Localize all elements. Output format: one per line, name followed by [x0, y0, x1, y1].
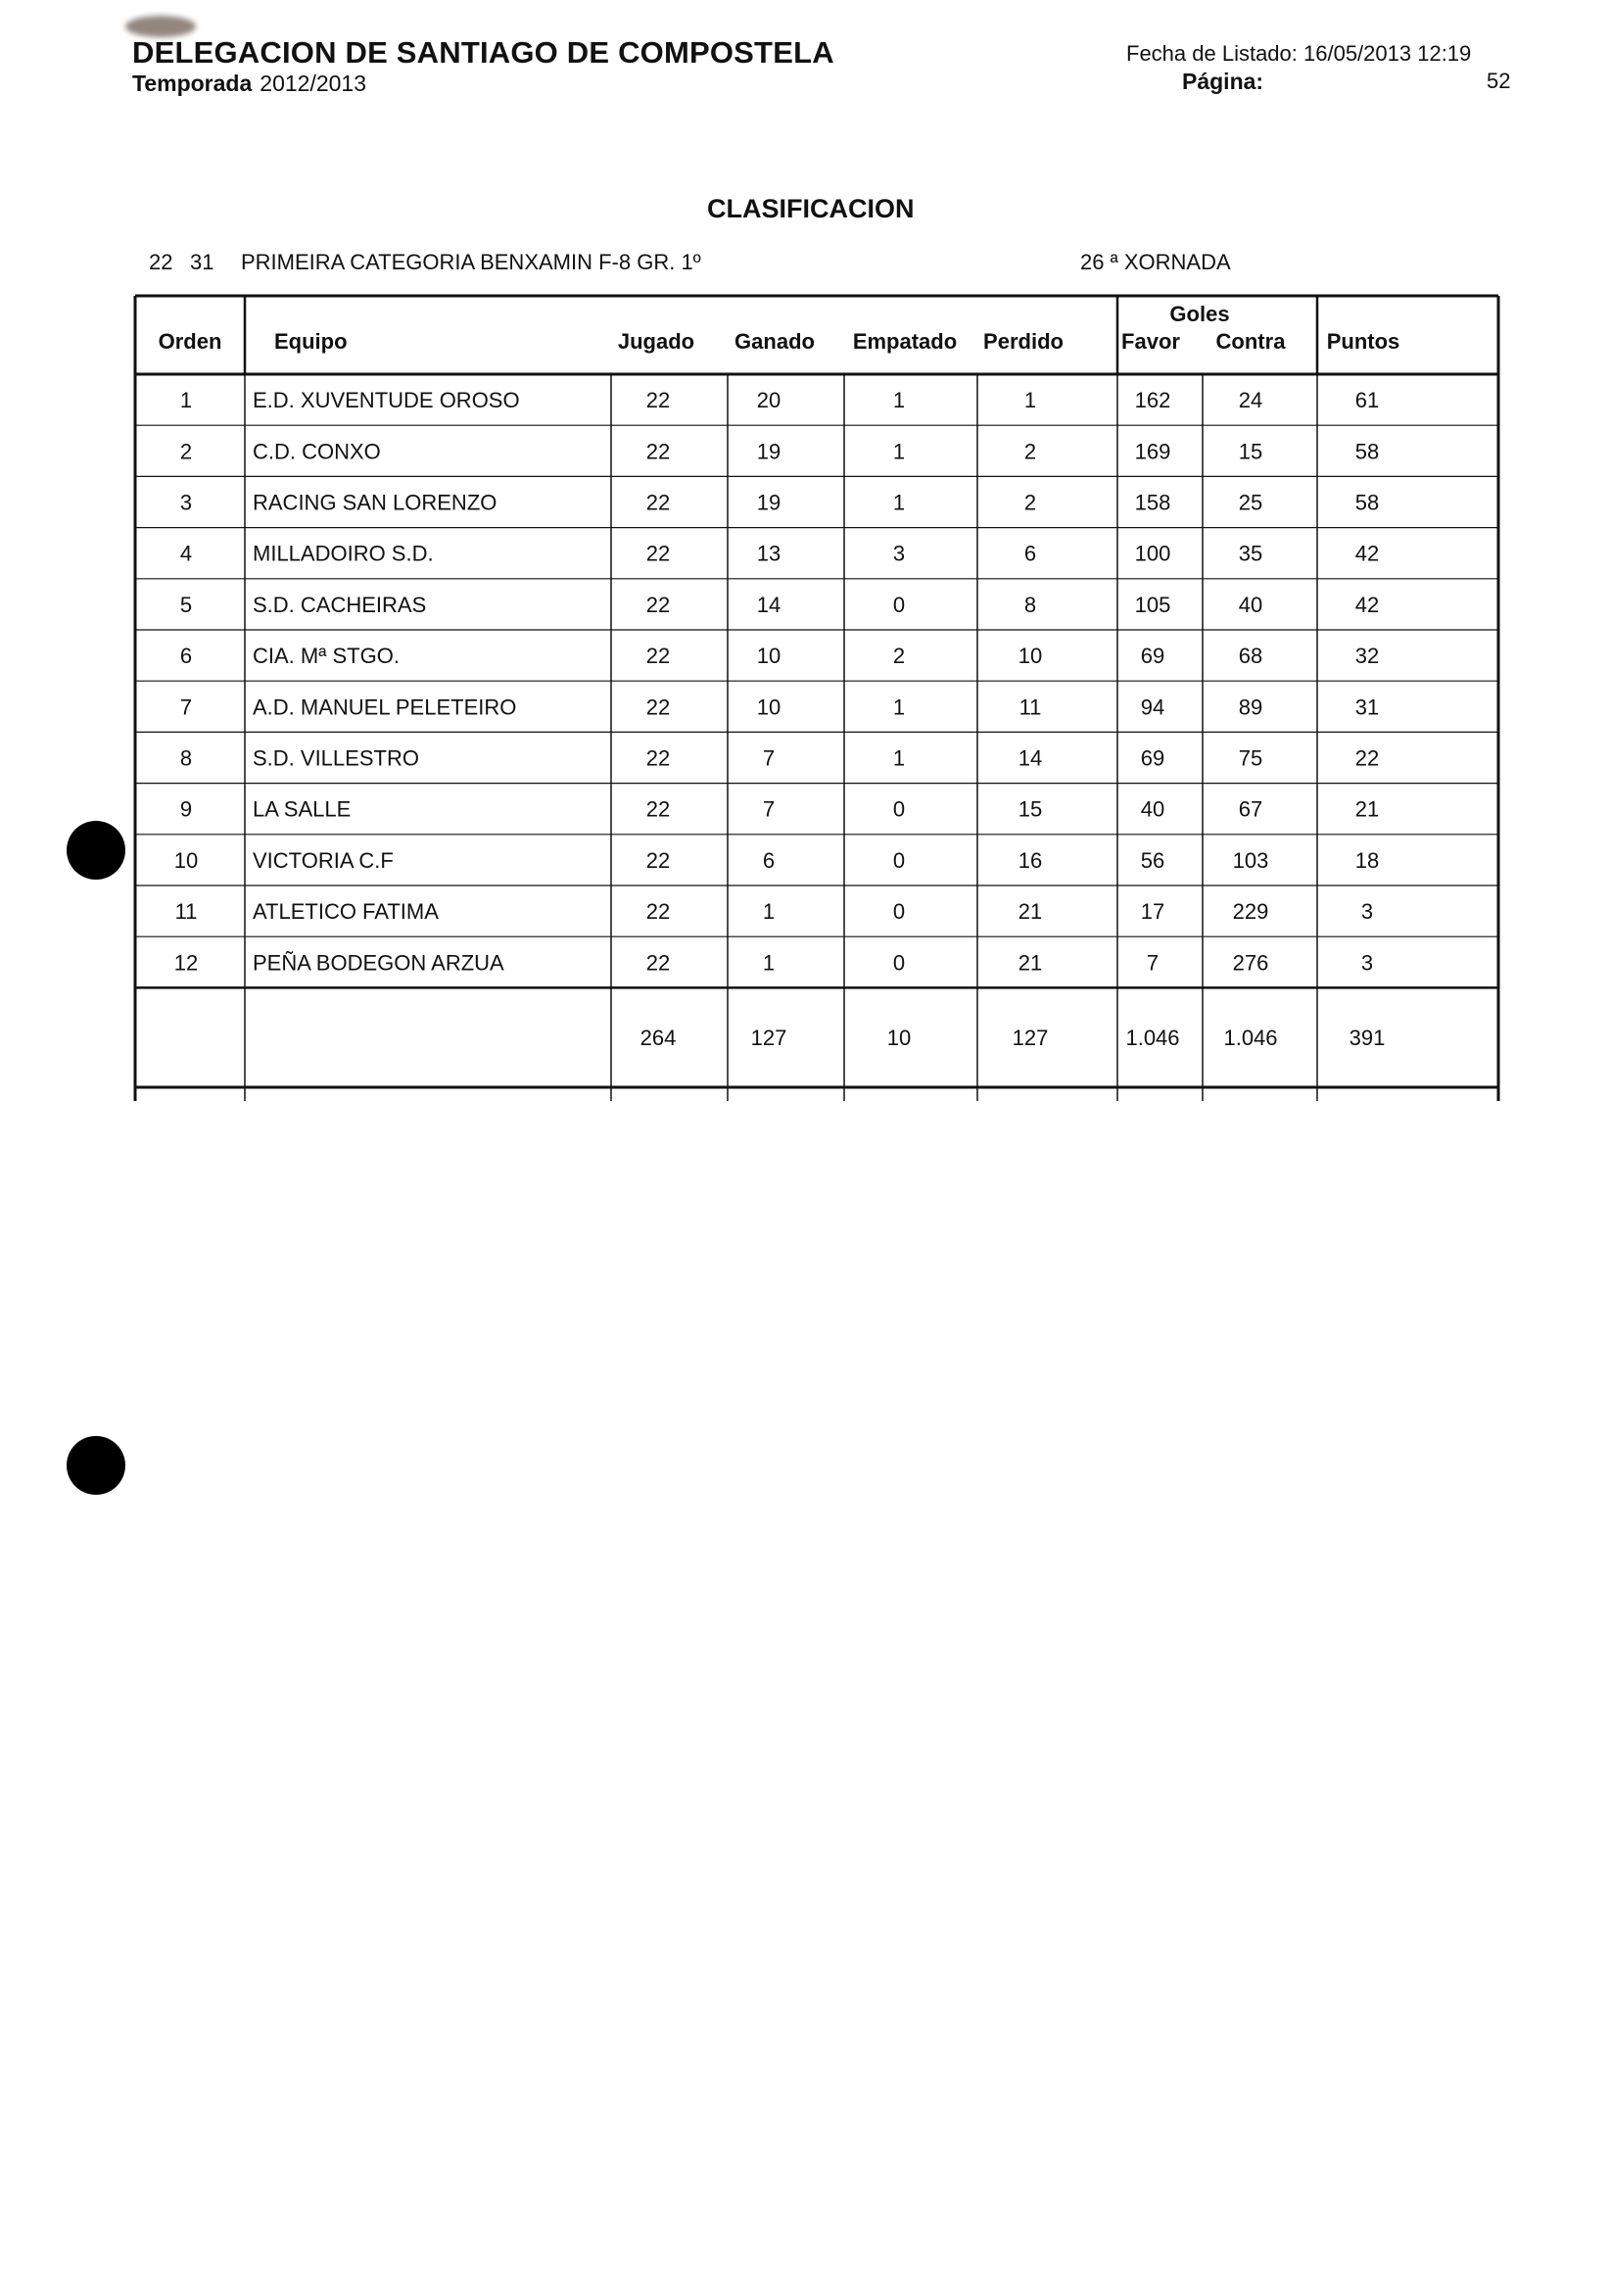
cell-contra: 229 — [1232, 899, 1269, 925]
cell-empatado: 0 — [892, 592, 906, 617]
cell-orden: 3 — [179, 490, 193, 515]
col-header-empatado: Empatado — [852, 329, 958, 354]
cell-puntos: 32 — [1354, 644, 1380, 669]
col-header-jugado: Jugado — [617, 329, 695, 354]
cell-perdido: 11 — [1018, 694, 1042, 720]
col-header-ganado: Ganado — [734, 329, 815, 354]
cell-puntos: 61 — [1354, 388, 1380, 413]
cell-favor: 162 — [1134, 388, 1171, 413]
cell-favor: 169 — [1134, 439, 1171, 464]
cell-equipo: VICTORIA C.F — [253, 847, 394, 873]
cell-contra: 35 — [1238, 541, 1263, 566]
cell-orden: 8 — [179, 745, 193, 771]
cell-contra: 15 — [1238, 439, 1263, 464]
cell-orden: 11 — [174, 899, 198, 925]
cell-perdido: 21 — [1018, 950, 1043, 976]
cell-jugado: 22 — [645, 644, 671, 669]
cell-jugado: 22 — [645, 541, 671, 566]
listing-date: Fecha de Listado: 16/05/2013 12:19 — [1126, 41, 1472, 66]
col-header-equipo: Equipo — [274, 329, 348, 354]
cell-ganado: 7 — [762, 796, 776, 822]
total-ganado: 127 — [750, 1026, 787, 1051]
cell-equipo: ATLETICO FATIMA — [253, 899, 439, 925]
cell-favor: 17 — [1140, 899, 1165, 925]
cell-orden: 7 — [179, 694, 193, 720]
cell-favor: 69 — [1140, 644, 1165, 669]
cell-orden: 5 — [179, 592, 193, 617]
cell-perdido: 10 — [1018, 644, 1043, 669]
cell-equipo: LA SALLE — [253, 796, 352, 822]
cell-perdido: 14 — [1018, 745, 1043, 771]
cell-empatado: 0 — [892, 899, 906, 925]
cell-ganado: 1 — [762, 950, 776, 976]
cell-contra: 40 — [1238, 592, 1263, 617]
cell-equipo: S.D. VILLESTRO — [253, 745, 419, 771]
col-header-favor: Favor — [1121, 329, 1180, 354]
cell-puntos: 22 — [1354, 745, 1380, 771]
cell-equipo: E.D. XUVENTUDE OROSO — [253, 388, 520, 413]
cell-contra: 25 — [1238, 490, 1263, 515]
cell-puntos: 18 — [1354, 847, 1380, 873]
total-empatado: 10 — [886, 1026, 912, 1051]
cell-favor: 40 — [1140, 796, 1165, 822]
cell-equipo: CIA. Mª STGO. — [253, 644, 400, 669]
cell-favor: 7 — [1146, 950, 1160, 976]
cell-favor: 56 — [1140, 847, 1165, 873]
cell-puntos: 42 — [1354, 541, 1380, 566]
cell-contra: 276 — [1232, 950, 1269, 976]
cell-ganado: 19 — [756, 490, 781, 515]
cell-contra: 89 — [1238, 694, 1263, 720]
cell-puntos: 31 — [1354, 694, 1380, 720]
cell-contra: 103 — [1232, 847, 1269, 873]
cell-empatado: 0 — [892, 796, 906, 822]
col-header-puntos: Puntos — [1326, 329, 1400, 354]
cell-contra: 68 — [1238, 644, 1263, 669]
season-label: Temporada — [132, 71, 253, 96]
cell-jugado: 22 — [645, 439, 671, 464]
cell-equipo: RACING SAN LORENZO — [253, 490, 497, 515]
cell-ganado: 20 — [756, 388, 781, 413]
cell-ganado: 10 — [756, 644, 781, 669]
cell-puntos: 58 — [1354, 490, 1380, 515]
cell-perdido: 2 — [1023, 439, 1037, 464]
cell-contra: 67 — [1238, 796, 1263, 822]
cell-contra: 24 — [1238, 388, 1263, 413]
cell-empatado: 1 — [892, 490, 906, 515]
cell-orden: 1 — [179, 388, 193, 413]
cell-jugado: 22 — [645, 796, 671, 822]
report-code-1: 22 — [149, 250, 173, 274]
cell-jugado: 22 — [645, 388, 671, 413]
cell-jugado: 22 — [645, 694, 671, 720]
cell-jugado: 22 — [645, 592, 671, 617]
cell-jugado: 22 — [645, 899, 671, 925]
cell-favor: 69 — [1140, 745, 1165, 771]
cell-empatado: 1 — [892, 745, 906, 771]
col-header-contra: Contra — [1215, 329, 1286, 354]
total-contra: 1.046 — [1223, 1026, 1278, 1051]
cell-favor: 94 — [1140, 694, 1165, 720]
cell-perdido: 6 — [1023, 541, 1037, 566]
cell-ganado: 14 — [756, 592, 781, 617]
cell-jugado: 22 — [645, 490, 671, 515]
cell-puntos: 58 — [1354, 439, 1380, 464]
col-header-goles: Goles — [1169, 302, 1230, 326]
cell-favor: 105 — [1134, 592, 1171, 617]
cell-empatado: 3 — [892, 541, 906, 566]
cell-puntos: 42 — [1354, 592, 1380, 617]
cell-favor: 158 — [1134, 490, 1171, 515]
cell-perdido: 8 — [1023, 592, 1037, 617]
cell-ganado: 1 — [762, 899, 776, 925]
cell-orden: 2 — [179, 439, 193, 464]
cell-orden: 9 — [179, 796, 193, 822]
cell-orden: 12 — [173, 950, 199, 976]
cell-perdido: 2 — [1023, 490, 1037, 515]
cell-puntos: 3 — [1360, 950, 1374, 976]
cell-jugado: 22 — [645, 745, 671, 771]
cell-orden: 4 — [179, 541, 193, 566]
cell-jugado: 22 — [645, 847, 671, 873]
cell-ganado: 10 — [756, 694, 781, 720]
cell-perdido: 15 — [1018, 796, 1043, 822]
organization-name: DELEGACION DE SANTIAGO DE COMPOSTELA — [132, 35, 834, 70]
cell-perdido: 16 — [1018, 847, 1043, 873]
col-header-perdido: Perdido — [983, 329, 1064, 354]
matchday: 26 ª XORNADA — [1080, 250, 1231, 274]
report-title: CLASIFICACION — [707, 194, 915, 223]
punch-hole-bottom — [67, 1436, 125, 1495]
cell-empatado: 0 — [892, 950, 906, 976]
cell-favor: 100 — [1134, 541, 1171, 566]
cell-ganado: 7 — [762, 745, 776, 771]
col-header-orden: Orden — [158, 329, 222, 354]
cell-empatado: 0 — [892, 847, 906, 873]
cell-puntos: 3 — [1360, 899, 1374, 925]
cell-ganado: 13 — [756, 541, 781, 566]
cell-ganado: 19 — [756, 439, 781, 464]
cell-puntos: 21 — [1354, 796, 1380, 822]
cell-orden: 6 — [179, 644, 193, 669]
cell-perdido: 21 — [1018, 899, 1043, 925]
cell-orden: 10 — [173, 847, 199, 873]
page-number: 52 — [1487, 69, 1511, 93]
cell-ganado: 6 — [762, 847, 776, 873]
cell-equipo: A.D. MANUEL PELETEIRO — [253, 694, 517, 720]
cell-contra: 75 — [1238, 745, 1263, 771]
category-name: PRIMEIRA CATEGORIA BENXAMIN F-8 GR. 1º — [241, 250, 701, 274]
cell-empatado: 1 — [892, 439, 906, 464]
cell-equipo: PEÑA BODEGON ARZUA — [253, 950, 504, 976]
cell-empatado: 1 — [892, 694, 906, 720]
total-perdido: 127 — [1012, 1026, 1049, 1051]
cell-equipo: S.D. CACHEIRAS — [253, 592, 427, 617]
cell-equipo: C.D. CONXO — [253, 439, 381, 464]
season-value: 2012/2013 — [260, 71, 367, 96]
report-code-2: 31 — [190, 250, 214, 274]
total-jugado: 264 — [639, 1026, 677, 1051]
cell-jugado: 22 — [645, 950, 671, 976]
cell-empatado: 1 — [892, 388, 906, 413]
cell-perdido: 1 — [1023, 388, 1037, 413]
total-favor: 1.046 — [1125, 1026, 1180, 1051]
page-label: Página: — [1182, 69, 1264, 94]
cell-empatado: 2 — [892, 644, 906, 669]
total-puntos: 391 — [1349, 1026, 1386, 1051]
cell-equipo: MILLADOIRO S.D. — [253, 541, 434, 566]
